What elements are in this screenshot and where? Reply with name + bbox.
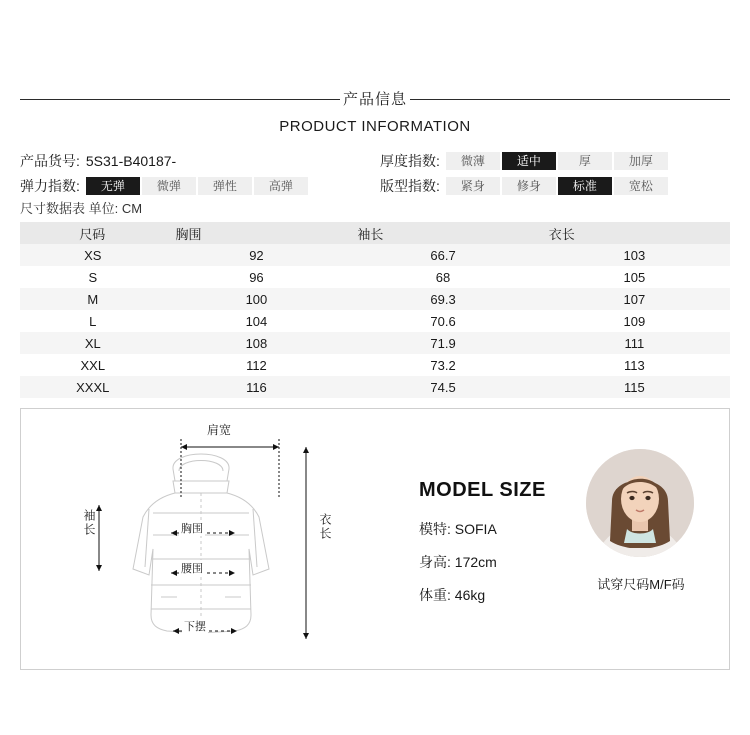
elasticity-chip-1[interactable]: 微弹 xyxy=(142,177,196,195)
cell-sleeve: 74.5 xyxy=(430,379,456,395)
cell-bust: 108 xyxy=(245,335,268,351)
label-bust: 胸围 xyxy=(179,520,205,536)
thickness-chip-0[interactable]: 微薄 xyxy=(446,152,500,170)
elasticity-chips xyxy=(86,177,310,195)
model-weight: 体重: 46kg xyxy=(419,587,486,603)
size-table-header-1: 胸围 xyxy=(175,226,202,242)
cell-sleeve: 68 xyxy=(435,269,451,285)
table-row xyxy=(20,244,730,266)
thickness-chip-2[interactable]: 厚 xyxy=(558,152,612,170)
cell-size: L xyxy=(89,313,97,329)
model-info xyxy=(391,409,729,667)
model-height: 身高: 172cm xyxy=(419,554,497,570)
size-table-header-3: 衣长 xyxy=(548,226,575,242)
thickness-chip-3[interactable]: 加厚 xyxy=(614,152,668,170)
spec-row-1 xyxy=(20,148,730,173)
cell-bust: 116 xyxy=(246,379,267,395)
item-number-group xyxy=(20,151,380,171)
cell-length: 111 xyxy=(624,335,645,351)
fit-chips xyxy=(446,177,670,195)
cell-sleeve: 69.3 xyxy=(430,291,456,307)
cell-sleeve: 73.2 xyxy=(430,357,456,373)
thickness-chip-1[interactable]: 适中 xyxy=(502,152,556,170)
table-row xyxy=(20,332,730,354)
page-title-en: PRODUCT INFORMATION xyxy=(279,118,471,135)
fit-chip-0[interactable]: 紧身 xyxy=(446,177,500,195)
cell-length: 109 xyxy=(623,313,646,329)
cell-size: S xyxy=(88,269,98,285)
cell-length: 103 xyxy=(623,247,646,263)
size-table-header-0: 尺码 xyxy=(79,226,106,242)
cell-size: M xyxy=(87,291,99,307)
thickness-label: 厚度指数: xyxy=(380,152,440,169)
header-rule-group xyxy=(0,88,750,110)
fit-group xyxy=(380,176,730,196)
cell-size: XS xyxy=(84,247,102,263)
item-number-label: 产品货号: xyxy=(20,152,80,169)
cell-size: XXXL xyxy=(76,379,110,395)
cell-length: 107 xyxy=(623,291,646,307)
elasticity-chip-3[interactable]: 高弹 xyxy=(254,177,308,195)
fit-label: 版型指数: xyxy=(380,177,440,194)
model-name: 模特: SOFIA xyxy=(419,521,497,537)
garment-diagram xyxy=(21,409,381,667)
size-table-header-row xyxy=(20,222,730,244)
size-table-body xyxy=(20,244,730,398)
cell-bust: 112 xyxy=(246,357,267,373)
thickness-chips xyxy=(446,152,670,170)
cell-length: 115 xyxy=(624,379,645,395)
table-row xyxy=(20,376,730,398)
table-row xyxy=(20,266,730,288)
page-title-cn: 产品信息 xyxy=(342,91,407,108)
fit-chip-1[interactable]: 修身 xyxy=(502,177,556,195)
cell-sleeve: 66.7 xyxy=(430,247,456,263)
page-header xyxy=(0,88,750,135)
size-table-head xyxy=(20,222,730,244)
fit-chip-3[interactable]: 宽松 xyxy=(614,177,668,195)
spec-section xyxy=(20,148,730,198)
cell-length: 105 xyxy=(623,269,646,285)
table-row xyxy=(20,288,730,310)
label-shoulder-width: 肩宽 xyxy=(207,423,232,437)
label-hem: 下摆 xyxy=(182,618,208,634)
cell-bust: 96 xyxy=(249,269,264,285)
model-avatar xyxy=(586,449,694,557)
elasticity-chip-2[interactable]: 弹性 xyxy=(198,177,252,195)
elasticity-chip-0[interactable]: 无弹 xyxy=(86,177,140,195)
cell-sleeve: 70.6 xyxy=(430,313,456,329)
try-on-size-caption: 试穿尺码M/F码 xyxy=(597,577,685,592)
size-table-note: 尺寸数据表 单位: CM xyxy=(20,201,143,216)
model-size-title: MODEL SIZE xyxy=(419,479,546,501)
size-table-header-2: 袖长 xyxy=(357,226,384,242)
cell-bust: 104 xyxy=(245,313,268,329)
avatar-portrait-svg xyxy=(586,449,694,557)
cell-bust: 92 xyxy=(249,247,264,263)
measurement-panel xyxy=(20,408,730,670)
table-row xyxy=(20,354,730,376)
label-sleeve-length: 袖长 xyxy=(82,509,96,537)
item-number-value: 5S31-B40187- xyxy=(85,152,177,169)
size-table xyxy=(20,222,730,398)
cell-sleeve: 71.9 xyxy=(430,335,456,351)
elasticity-group xyxy=(20,176,380,196)
cell-size: XXL xyxy=(80,357,106,373)
fit-chip-2[interactable]: 标准 xyxy=(558,177,612,195)
cell-size: XL xyxy=(84,335,101,351)
label-waist: 腰围 xyxy=(179,560,205,576)
elasticity-label: 弹力指数: xyxy=(20,177,80,194)
cell-length: 113 xyxy=(624,357,645,373)
cell-bust: 100 xyxy=(245,291,268,307)
thickness-group xyxy=(380,151,730,171)
spec-row-2 xyxy=(20,173,730,198)
label-body-length: 衣长 xyxy=(318,513,332,541)
table-row xyxy=(20,310,730,332)
